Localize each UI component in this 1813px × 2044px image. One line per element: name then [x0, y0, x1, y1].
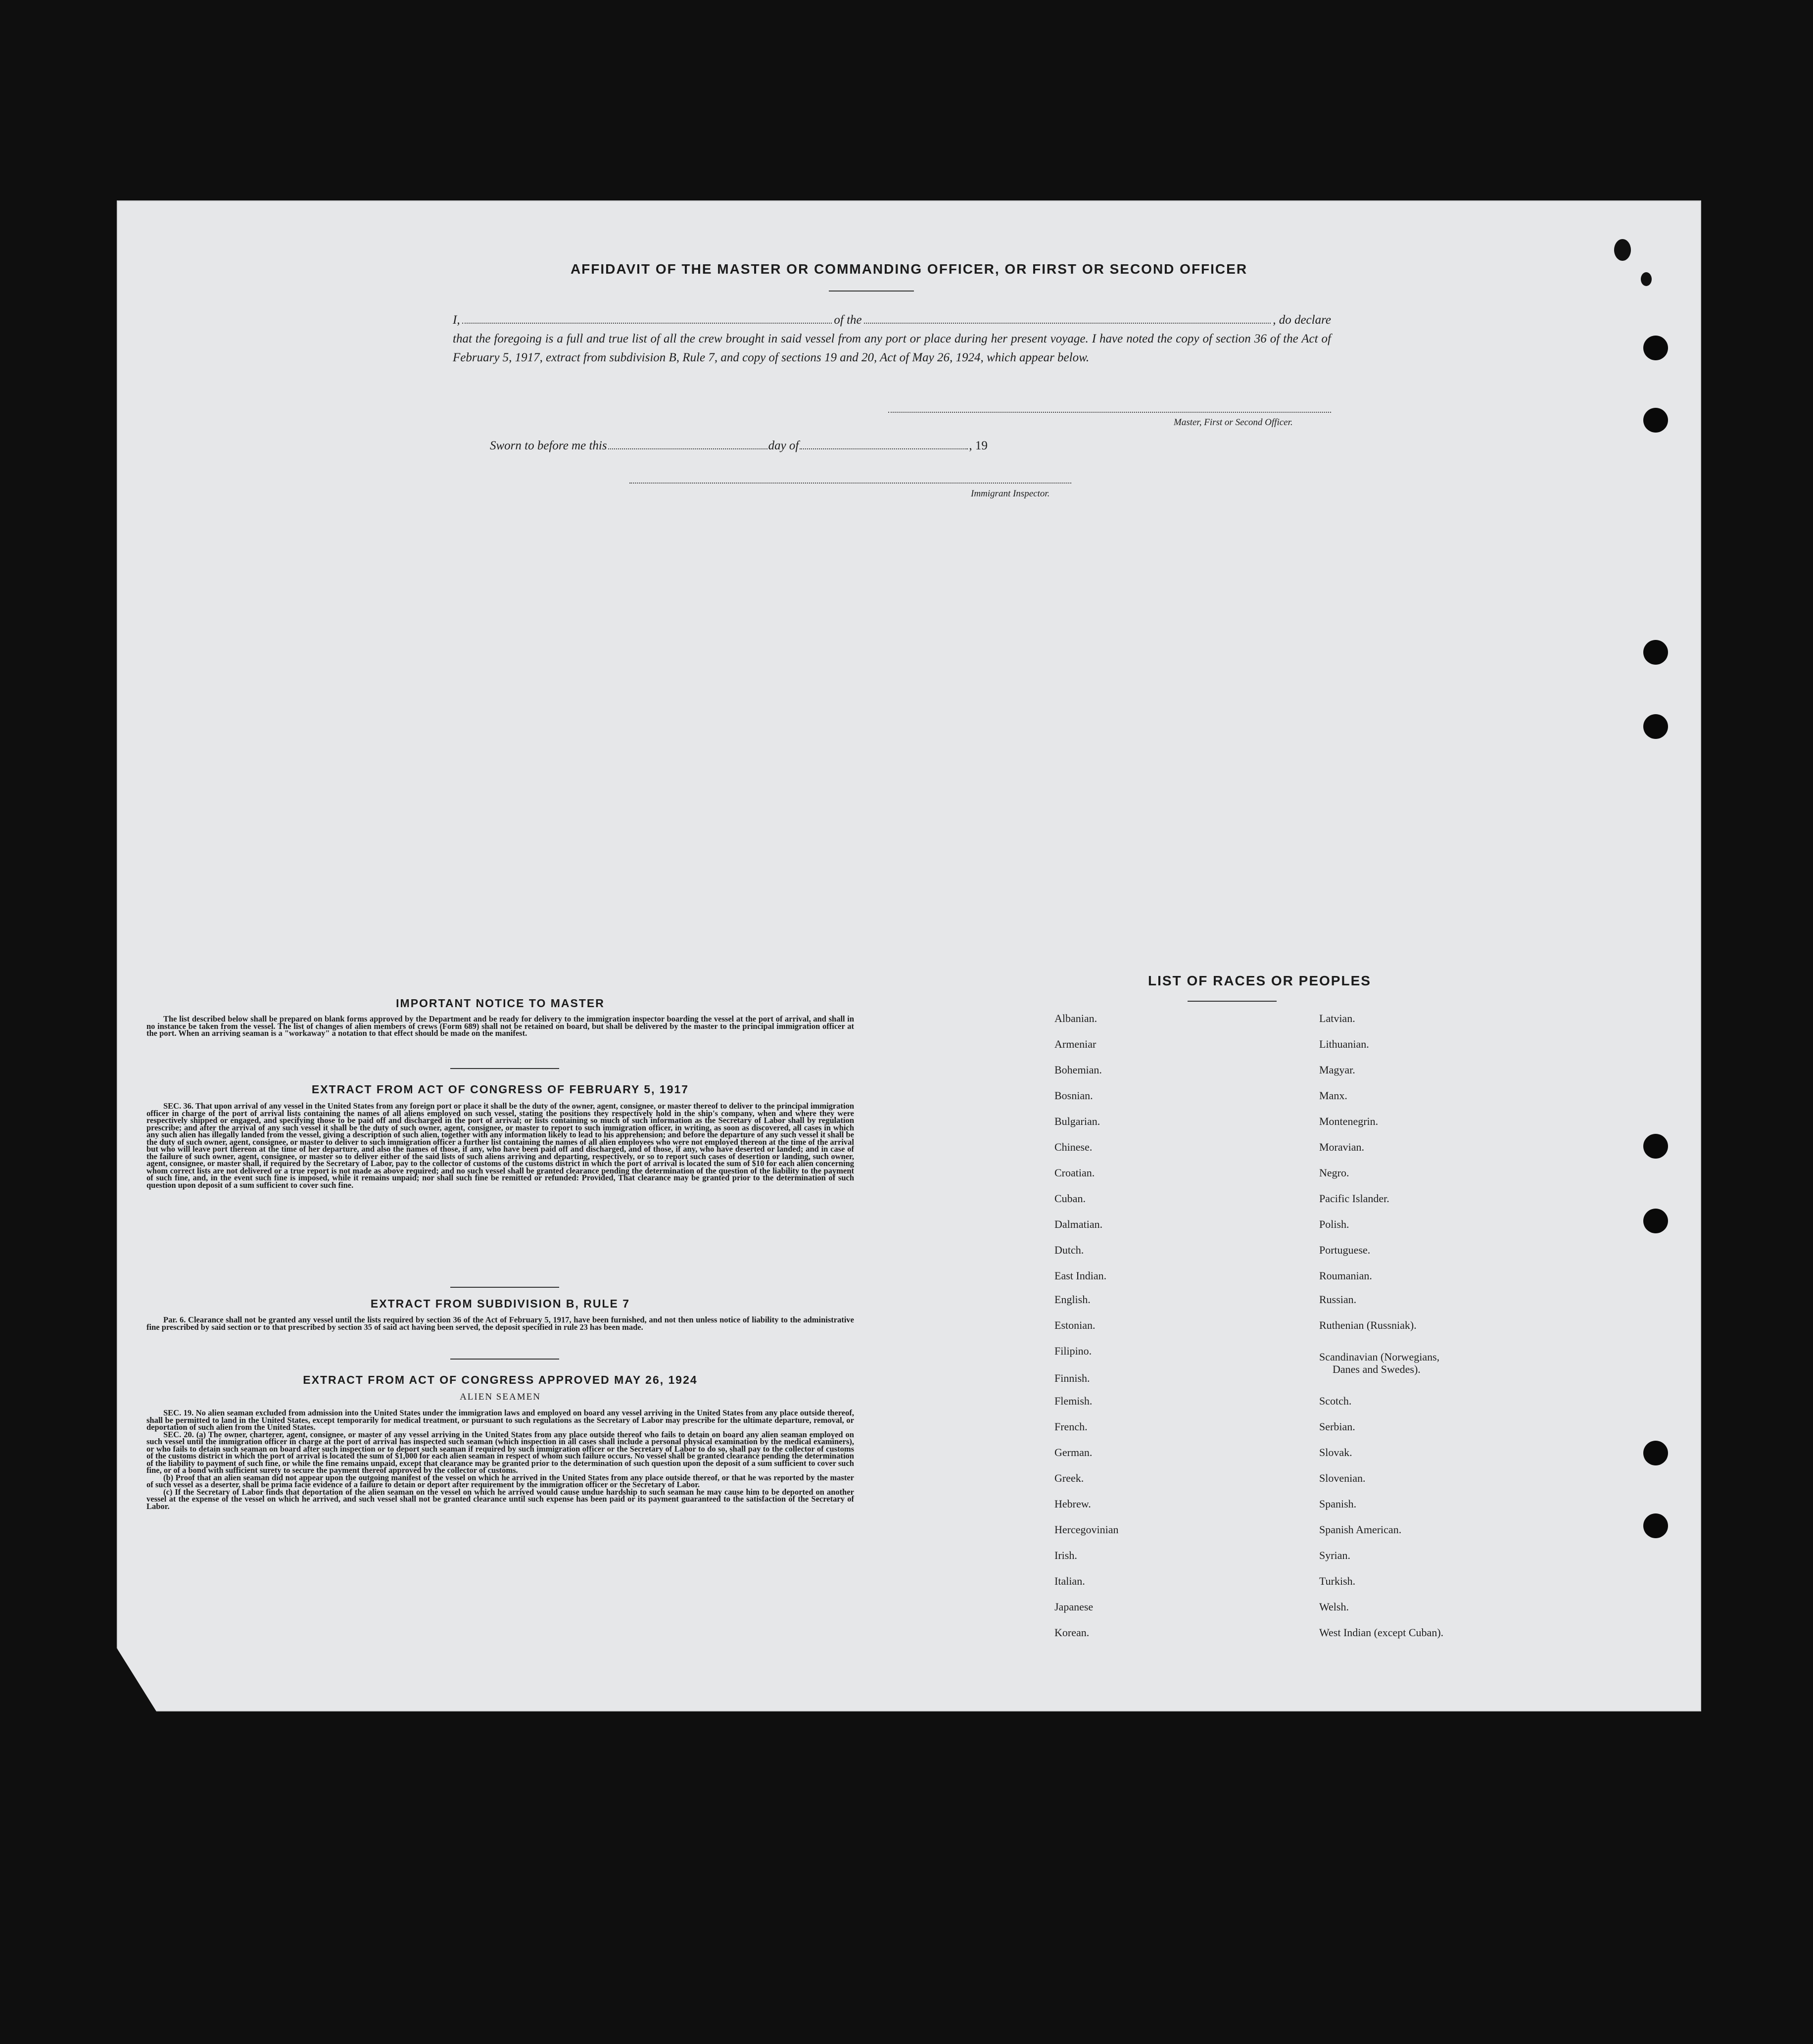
- day-blank: [608, 439, 767, 449]
- race-right-item: Polish.: [1319, 1218, 1349, 1230]
- punch-hole: [1643, 1134, 1668, 1159]
- race-left-item: East Indian.: [1054, 1269, 1107, 1282]
- sworn-line: [490, 437, 988, 455]
- alien-seamen-subtitle: ALIEN SEAMEN: [460, 1392, 541, 1402]
- notice-paragraph: The list described below shall be prepared on blank forms approved by the Department and be ready for delivery to the immigration inspector boarding the vessel at the port of arrival, and shall in no instance be taken from the vessel. The list of changes of alien members of crews (Form 689) shall not be retained on board, but shall be delivered by the master to the principal immigration officer at the port. When an arriving seaman is a "workaway" a notation to that effect should be made on the manifest.: [146, 1014, 854, 1038]
- race-left-item: Croatian.: [1054, 1167, 1095, 1179]
- race-right-item: West Indian (except Cuban).: [1319, 1626, 1444, 1639]
- race-right-item: Latvian.: [1319, 1012, 1355, 1024]
- sworn-start: Sworn to before me this: [490, 439, 607, 452]
- race-left-item: Estonian.: [1054, 1319, 1096, 1331]
- extract-1917-title: EXTRACT FROM ACT OF CONGRESS OF FEBRUARY 5, 1917: [311, 1083, 689, 1096]
- affidavit-body: [453, 311, 1331, 367]
- section-20b-paragraph: (b) Proof that an alien seaman did not appear upon the outgoing manifest of the vessel on which he arrived in the United States from any place outside thereof, or that he was reported by the master of such vessel as a deserter, shall be prima facie evidence of a failure to detain or deport after requirement by the immigration officer or the Secretary of Labor.: [146, 1472, 854, 1489]
- race-left-item: Italian.: [1054, 1575, 1085, 1587]
- race-right-item: Spanish American.: [1319, 1523, 1402, 1536]
- race-left-item: Irish.: [1054, 1549, 1077, 1561]
- race-right-item: Danes and Swedes).: [1333, 1363, 1421, 1375]
- race-left-item: Greek.: [1054, 1472, 1084, 1484]
- race-left-item: English.: [1054, 1293, 1091, 1306]
- master-signature-line: [888, 412, 1331, 413]
- extract-1924-title: EXTRACT FROM ACT OF CONGRESS APPROVED MAY 26, 1924: [303, 1373, 698, 1386]
- race-left-item: Hebrew.: [1054, 1498, 1091, 1510]
- inspector-signature-label: Immigrant Inspector.: [971, 488, 1050, 499]
- rule-7-title: EXTRACT FROM SUBDIVISION B, RULE 7: [370, 1297, 630, 1310]
- affidavit-title: AFFIDAVIT OF THE MASTER OR COMMANDING OFFICER, OR FIRST OR SECOND OFFICER: [570, 261, 1248, 277]
- punch-hole: [1643, 408, 1668, 433]
- race-right-item: Negro.: [1319, 1167, 1349, 1179]
- section-divider: [450, 1068, 559, 1069]
- month-blank: [800, 439, 968, 449]
- rule-7-paragraph: Par. 6. Clearance shall not be granted any vessel until the lists required by section 36 of the Act of February 5, 1917, have been furnished, and not then unless notice of liability to the administrative fine prescribed by said section or to that prescribed by section 35 of said act having been served, the deposit specified in rule 23 has been made.: [146, 1315, 854, 1332]
- race-right-item: Manx.: [1319, 1089, 1347, 1102]
- race-right-item: Turkish.: [1319, 1575, 1356, 1587]
- affidavit-line1-start: I,: [453, 313, 460, 327]
- section-36-paragraph: SEC. 36. That upon arrival of any vessel in the United States from any foreign port or place it shall be the duty of the owner, agent, consignee, or master thereof to deliver to the principal immigration officer in charge of the port of arrival lists containing the names of all aliens employed on such vessel, stating the positions they respectively hold in the ship's company, when and where they were respectively shipped or engaged, and specifying those to be paid off and discharged in the port of arrival; or lists containing so much of such information as the Secretary of Labor shall by regulation prescribe; and after the arrival of any such vessel it shall be the duty of such owner, agent, consignee, or master to report to such immigration officer, in writing, as soon as discovered, all cases in which any such alien has illegally landed from the vessel, giving a description of such alien, together with any information likely to lead to his apprehension; and before the departure of any such vessel it shall be the duty of such owner, agent, consignee, or master to deliver to such immigration officer a further list containing the names of all alien employees who were not employed thereon at the time of the arrival but who will leave port thereon at the time of her departure, and also the names of those, if any, who have been paid off and discharged, and of those, if any, who have deserted or landed; and in case of the failure of such owner, agent, consignee, or master so to deliver either of the said lists of such aliens arriving and departing, respectively, or so to report such cases of desertion or landing, such owner, agent, consignee, or master shall, if required by the Secretary of Labor, pay to the collector of customs of the customs district in which the port of arrival is located the sum of $10 for each alien concerning whom correct lists are not delivered or a true report is not made as above required; and no such vessel shall be granted clearance pending the determination of the question of the liability to the payment of such fine, and, in the event such fine is imposed, while it remains unpaid; nor shall such fine be remitted or refunded: Provided, That clearance may be granted prior to the determination of such question upon deposit of a sum sufficient to cover such fine.: [146, 1101, 854, 1190]
- race-right-item: Pacific Islander.: [1319, 1192, 1389, 1205]
- section-divider: [450, 1287, 559, 1288]
- race-right-item: Montenegrin.: [1319, 1115, 1379, 1127]
- race-right-item: Ruthenian (Russniak).: [1319, 1319, 1417, 1331]
- race-right-item: Russian.: [1319, 1293, 1357, 1306]
- race-left-item: French.: [1054, 1420, 1088, 1433]
- affidavit-line1-end: , do declare: [1273, 313, 1331, 327]
- race-left-item: Bosnian.: [1054, 1089, 1093, 1102]
- section-divider: [450, 1359, 559, 1360]
- race-right-item: Welsh.: [1319, 1601, 1349, 1613]
- punch-hole: [1643, 1209, 1668, 1233]
- race-right-item: Scotch.: [1319, 1395, 1352, 1407]
- inspector-signature-line: [629, 483, 1071, 484]
- race-right-item: Slovenian.: [1319, 1472, 1366, 1484]
- section-20c-paragraph: (c) If the Secretary of Labor finds that deportation of the alien seaman on the vessel on which he arrived would cause undue hardship to such seaman he may cause him to be deported on another vessel at the expense of the vessel on which he arrived, and such vessel shall not be granted clearance until such expense has been paid or its payment guaranteed to the satisfaction of the Secretary of Labor.: [146, 1487, 854, 1511]
- ink-blot: [1614, 239, 1631, 261]
- race-left-item: Japanese: [1054, 1601, 1094, 1613]
- extract-1917-text: [146, 1103, 854, 1189]
- race-left-item: Filipino.: [1054, 1345, 1092, 1357]
- sworn-mid: day of: [768, 439, 799, 452]
- race-right-item: Magyar.: [1319, 1064, 1355, 1076]
- races-title-divider: [1188, 1001, 1277, 1002]
- section-20a-paragraph: SEC. 20. (a) The owner, charterer, agent, consignee, or master of any vessel arriving in the United States from any place outside thereof who fails to detain on board any alien seaman employed on such vessel until the immigration officer in charge at the port of arrival has inspected such seaman (which inspection in all cases shall include a personal physical examination by the medical examiners), or who fails to detain such seaman on board after such inspection or to deport such seaman if required by such immigration officer or the Secretary of Labor to do so, shall pay to the collector of customs of the customs district in which the port of arrival is located the sum of $1,000 for each alien seaman in respect of whom such failure occurs. No vessel shall be granted clearance pending the determination of the liability to payment of such fine, or while the fine remains unpaid, except that clearance may be granted prior to the determination of such question upon the deposit of a sum sufficient to cover such fine, or of a bond with sufficient surety to secure the payment thereof approved by the collector of customs.: [146, 1429, 854, 1475]
- race-left-item: Flemish.: [1054, 1395, 1093, 1407]
- race-right-item: Lithuanian.: [1319, 1038, 1369, 1050]
- notice-text: [146, 1016, 854, 1037]
- race-left-item: Albanian.: [1054, 1012, 1097, 1024]
- affidavit-declaration: that the foregoing is a full and true list of all the crew brought in said vessel from any port or place during her present voyage. I have noted the copy of section 36 of the Act of February 5, 1917, extract from subdivision B, Rule 7, and copy of sections 19 and 20, Act of May 26, 1924, which appear below.: [453, 332, 1331, 364]
- race-right-item: Portuguese.: [1319, 1244, 1371, 1256]
- race-left-item: Chinese.: [1054, 1141, 1093, 1153]
- race-right-item: Spanish.: [1319, 1498, 1357, 1510]
- name-blank: [462, 314, 832, 324]
- rule-7-text: [146, 1316, 854, 1331]
- race-left-item: Armeniar: [1054, 1038, 1097, 1050]
- race-right-item: Serbian.: [1319, 1420, 1355, 1433]
- race-right-item: Slovak.: [1319, 1446, 1352, 1459]
- race-left-item: Cuban.: [1054, 1192, 1086, 1205]
- race-left-item: Dalmatian.: [1054, 1218, 1103, 1230]
- notice-title: IMPORTANT NOTICE TO MASTER: [396, 997, 605, 1010]
- races-list-title: LIST OF RACES OR PEOPLES: [1148, 973, 1371, 988]
- race-right-item: Moravian.: [1319, 1141, 1365, 1153]
- punch-hole: [1643, 714, 1668, 739]
- punch-hole: [1643, 1513, 1668, 1538]
- extract-1924-text: [146, 1410, 854, 1510]
- race-right-item: Syrian.: [1319, 1549, 1350, 1561]
- section-19-paragraph: SEC. 19. No alien seaman excluded from admission into the United States under the immigration laws and employed on board any vessel arriving in the United States from any place outside thereof, shall be permitted to land in the United States, except temporarily for medical treatment, or pursuant to such regulations as the Secretary of Labor may prescribe for the ultimate departure, removal, or deportation of such alien from the United States.: [146, 1408, 854, 1432]
- vessel-blank: [864, 314, 1271, 324]
- punch-hole: [1643, 1441, 1668, 1465]
- master-signature-label: Master, First or Second Officer.: [1174, 417, 1293, 428]
- sworn-end: , 19: [969, 439, 988, 452]
- race-right-item: Scandinavian (Norwegians,: [1319, 1351, 1440, 1363]
- punch-hole: [1643, 336, 1668, 360]
- race-left-item: Hercegovinian: [1054, 1523, 1119, 1536]
- title-divider: [829, 291, 914, 292]
- affidavit-first-line: [453, 311, 1331, 330]
- race-right-item: Roumanian.: [1319, 1269, 1372, 1282]
- race-left-item: Korean.: [1054, 1626, 1090, 1639]
- affidavit-line1-mid: of the: [834, 313, 862, 327]
- race-left-item: Bulgarian.: [1054, 1115, 1100, 1127]
- race-left-item: German.: [1054, 1446, 1093, 1459]
- race-left-item: Dutch.: [1054, 1244, 1084, 1256]
- race-left-item: Finnish.: [1054, 1372, 1090, 1384]
- punch-hole: [1643, 640, 1668, 665]
- race-left-item: Bohemian.: [1054, 1064, 1102, 1076]
